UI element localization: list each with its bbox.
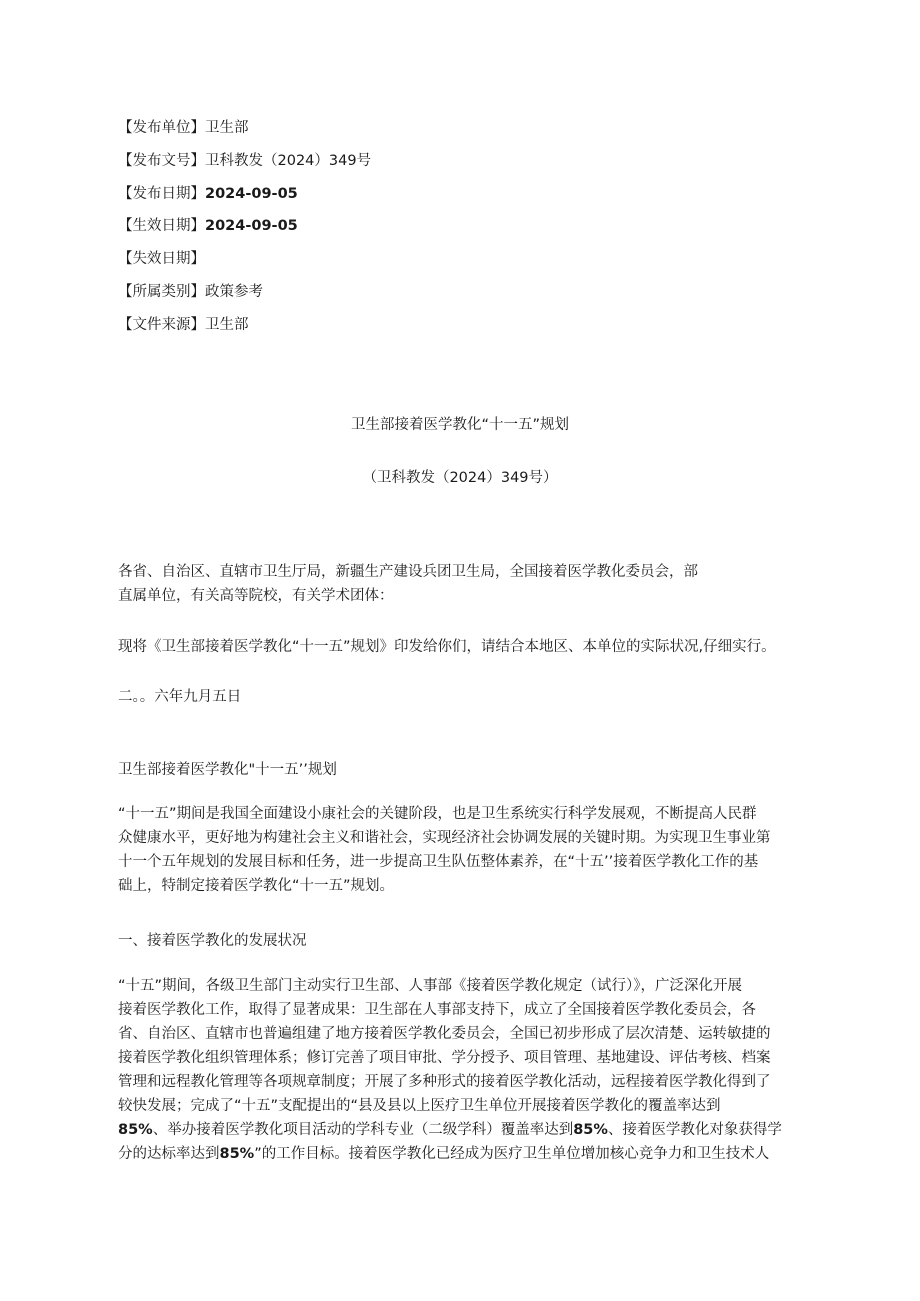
section-line (118, 1118, 818, 1142)
line-text: 、举办接着医学教化项目活动的学科专业（二级学科）覆盖率达到 (152, 1122, 574, 1138)
addressee-paragraph (118, 560, 818, 608)
addressee-line: 各省、自治区、直辖市卫生厅局，新疆生产建设兵团卫生局，全国接着医学教化委员会，部 (118, 564, 698, 580)
meta-expiry-date (118, 249, 371, 282)
percent-value: 85% (573, 1122, 608, 1138)
section-line (118, 1142, 818, 1166)
intro-line: “十一五”期间是我国全面建设小康社会的关键阶段，也是卫生系统实行科学发展观，不断提高人民群 (118, 806, 757, 822)
notice-paragraph (118, 635, 838, 659)
meta-value: 政策参考 (205, 283, 263, 300)
issue-date-text: 二。。六年九月五日 (118, 689, 242, 705)
section-heading-text: 一、接着医学教化的发展状况 (118, 933, 307, 949)
section-line: “十五”期间，各级卫生部门主动实行卫生部、人事部《接着医学教化规定（试行）》，广泛深化开展 (118, 978, 743, 994)
plan-title-text: 卫生部接着医学教化"十一五’’规划 (118, 762, 337, 778)
intro-paragraph (118, 802, 818, 898)
document-title: 卫生部接着医学教化“十一五”规划 (350, 417, 570, 433)
intro-line: 十一个五年规划的发展目标和任务，进一步提高卫生队伍整体素养，在“十五’’接着医学教化工作的基 (118, 854, 759, 870)
section-line: 管理和远程教化管理等各项规章制度；开展了多种形式的接着医学教化活动，远程接着医学教化得到了 (118, 1074, 771, 1090)
meta-label: 【文件来源】 (118, 316, 205, 333)
section-line: 较快发展；完成了“十五”支配提出的“县及县以上医疗卫生单位开展接着医学教化的覆盖率达到 (118, 1098, 721, 1114)
meta-label: 【发布文号】 (118, 152, 205, 169)
line-text: 分的达标率达到 (118, 1146, 220, 1162)
meta-value: 2024-09-05 (205, 185, 298, 202)
intro-line: 础上，特制定接着医学教化“十一五”规划。 (118, 878, 395, 894)
percent-value: 85% (219, 1146, 255, 1162)
document-metadata (118, 118, 371, 348)
meta-category (118, 282, 371, 315)
meta-value: 卫科教发（2024）349号 (205, 152, 372, 169)
meta-label: 【发布单位】 (118, 120, 205, 136)
percent-value: 85% (118, 1122, 153, 1138)
meta-effective-date (118, 216, 371, 249)
meta-label: 【所属类别】 (118, 283, 205, 300)
meta-label: 【生效日期】 (118, 218, 205, 235)
meta-value: 卫生部 (205, 316, 249, 333)
meta-label: 【失效日期】 (118, 251, 205, 268)
meta-publish-date (118, 184, 371, 217)
meta-publisher (118, 118, 371, 151)
section-line: 省、自治区、直辖市也普遍组建了地方接着医学教化委员会，全国已初步形成了层次清楚、运转敏捷的 (118, 1026, 771, 1042)
section-line: 接着医学教化工作，取得了显著成果：卫生部在人事部支持下，成立了全国接着医学教化委员会，各 (118, 1002, 756, 1018)
meta-label: 【发布日期】 (118, 185, 205, 202)
line-text: ”的工作目标。接着医学教化已经成为医疗卫生单位增加核心竞争力和卫生技术人 (254, 1146, 770, 1162)
meta-value: 卫生部 (205, 120, 249, 136)
intro-line: 众健康水平，更好地为构建社会主义和谐社会，实现经济社会协调发展的关键时期。为实现卫生事业第 (118, 830, 771, 846)
addressee-line: 直属单位，有关高等院校，有关学术团体： (118, 588, 394, 604)
document-number: （卫科教发（2024）349号） (362, 470, 558, 486)
section-line: 接着医学教化组织管理体系；修订完善了项目审批、学分授予、项目管理、基地建设、评估考核、档案 (118, 1050, 771, 1066)
meta-source (118, 315, 371, 348)
section-1-heading (118, 929, 818, 953)
section-1-paragraph (118, 974, 818, 1166)
issue-date (118, 685, 818, 709)
plan-title (118, 758, 818, 782)
notice-text: 现将《卫生部接着医学教化“十一五”规划》印发给你们，请结合本地区、本单位的实际状况,仔细实行。 (118, 639, 776, 655)
line-text: 、接着医学教化对象获得学 (607, 1122, 782, 1138)
meta-doc-number (118, 151, 371, 184)
meta-value: 2024-09-05 (205, 218, 298, 235)
